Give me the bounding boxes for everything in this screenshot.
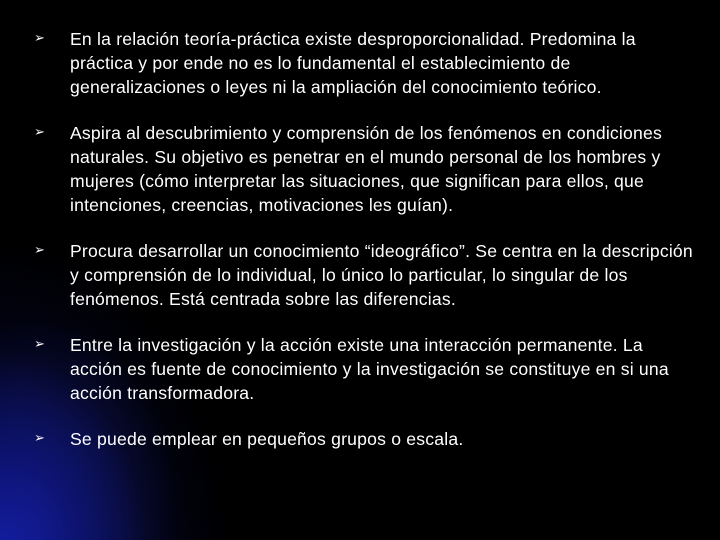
bullet-item-3 xyxy=(34,239,694,311)
bullet-item-1 xyxy=(34,27,694,99)
bullet-item-2 xyxy=(34,121,694,217)
bullet-text: Aspira al descubrimiento y comprensión de los fenómenos en condiciones naturales. Su objetivo es penetrar en el mundo personal de los hombres y mujeres (cómo interpretar las situaciones, que significan para ellos, que intenciones, creencias, motivaciones les guían). xyxy=(70,123,662,215)
bullet-text: Procura desarrollar un conocimiento “ideográfico”. Se centra en la descripción y comprensión de lo individual, lo único lo particular, lo singular de los fenómenos. Está centrada sobre las diferencias. xyxy=(70,241,693,309)
arrowhead-bullet-icon: ➢ xyxy=(34,31,45,46)
bullet-list xyxy=(34,27,694,473)
bullet-text: En la relación teoría-práctica existe desproporcionalidad. Predomina la práctica y por ende no es lo fundamental el establecimiento de generalizaciones o leyes ni la ampliación del conocimiento teórico. xyxy=(70,29,636,97)
arrowhead-bullet-icon: ➢ xyxy=(34,431,45,446)
bullet-item-4 xyxy=(34,333,694,405)
bullet-item-5 xyxy=(34,427,694,451)
arrowhead-bullet-icon: ➢ xyxy=(34,243,45,258)
arrowhead-bullet-icon: ➢ xyxy=(34,337,45,352)
arrowhead-bullet-icon: ➢ xyxy=(34,125,45,140)
bullet-text: Se puede emplear en pequeños grupos o escala. xyxy=(70,429,464,449)
bullet-text: Entre la investigación y la acción existe una interacción permanente. La acción es fuente de conocimiento y la investigación se constituye en si una acción transformadora. xyxy=(70,335,669,403)
